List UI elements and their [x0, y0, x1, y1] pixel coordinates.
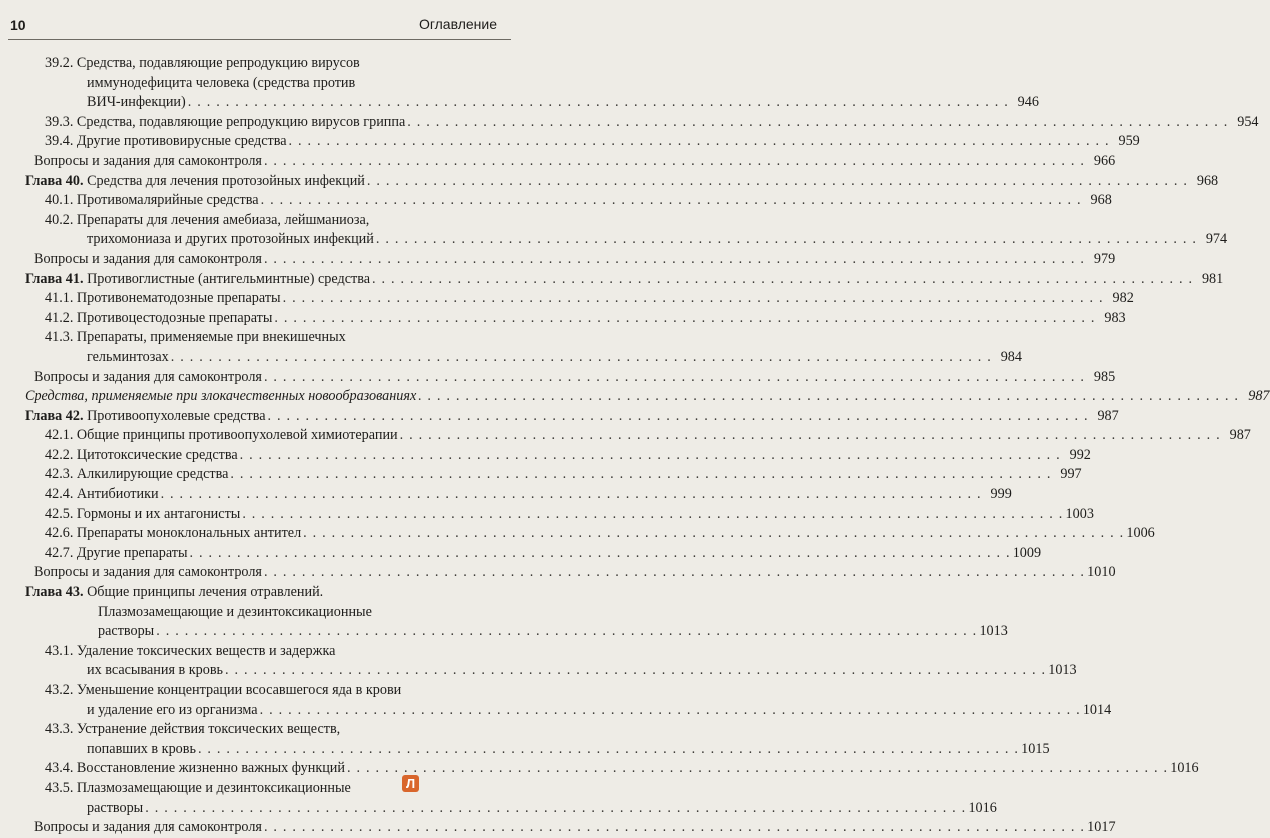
toc-entry-line [45, 309, 1126, 329]
toc-entry [0, 191, 1112, 211]
leader-dots [264, 152, 1085, 172]
toc-entry-text: трихомониаза и других протозойных инфекций [87, 231, 374, 248]
toc-questions-entry [0, 818, 1116, 838]
toc-page-number: 946 [1017, 94, 1039, 111]
toc-entry [0, 642, 1077, 681]
leader-dots [407, 113, 1228, 133]
toc-entry-line [25, 603, 499, 623]
toc-entry-text: Вопросы и задания для самоконтроля [34, 250, 262, 267]
toc-page-number: 981 [1201, 270, 1224, 287]
toc-entry-title [25, 387, 416, 407]
toc-page-number: 959 [1118, 133, 1140, 150]
toc-entry-title [98, 604, 372, 620]
toc-entry [0, 485, 1012, 505]
toc-page-number: 1013 [1048, 662, 1077, 679]
toc-entry-text: 42.4. Антибиотики [45, 486, 159, 503]
toc-entry-text: Вопросы и задания для самоконтроля [34, 368, 262, 385]
toc-entry-title [45, 426, 398, 446]
toc-page-number: 974 [1205, 231, 1228, 248]
toc-page-number: 1017 [1087, 819, 1116, 836]
toc-entry-text: 43.1. Удаление токсических веществ и задержка [45, 642, 336, 659]
toc-page-number: 1006 [1126, 525, 1155, 542]
toc-entry-text: 40.2. Препараты для лечения амебиаза, лейшманиоза, [45, 211, 370, 228]
leader-dots [156, 622, 977, 642]
toc-entry [0, 544, 1042, 564]
toc-entry-title [45, 505, 240, 525]
toc-page-number: 979 [1093, 250, 1116, 267]
toc-entry-title [87, 75, 355, 91]
toc-page-number: 983 [1104, 309, 1126, 326]
leader-dots [145, 799, 966, 819]
toc-entry [0, 387, 1270, 407]
toc-page-number: 968 [1090, 192, 1112, 209]
toc-page-number: 1015 [1021, 740, 1050, 757]
toc-entry-text: их всасывания в кровь [87, 662, 224, 679]
toc-entry-text: 43.4. Восстановление жизненно важных функций [45, 760, 345, 777]
leader-dots [198, 740, 1019, 760]
toc-entry-text: 39.3. Средства, подавляющие репродукцию вирусов гриппа [45, 113, 406, 130]
leader-dots [367, 172, 1188, 192]
toc-entry-title [87, 740, 196, 760]
toc-entry-line [45, 465, 1082, 485]
toc-entry-line [45, 230, 1228, 250]
toc-entry-line [25, 387, 1270, 407]
toc-entry-title [87, 799, 143, 819]
page-number: 10 [10, 17, 26, 33]
toc-entry-line [25, 622, 1008, 642]
toc-entry-line [45, 544, 1042, 564]
toc-page-number: 982 [1112, 290, 1134, 307]
chapter-number: Глава 41. [25, 270, 84, 287]
toc-entry-line [45, 348, 1022, 368]
toc-entry-text: Вопросы и задания для самоконтроля [34, 564, 262, 581]
leader-dots [264, 368, 1085, 388]
toc-entry-line [45, 701, 1112, 721]
toc-entry-text: 43.3. Устранение действия токсических веществ, [45, 721, 341, 738]
toc-entry-title [45, 329, 346, 345]
leader-dots [240, 446, 1061, 466]
toc-entry-line [25, 270, 1224, 290]
toc-entry [0, 759, 1199, 779]
toc-entry-title [45, 212, 369, 228]
leader-dots [372, 270, 1193, 290]
toc-entry-text: 42.3. Алкилирующие средства [45, 466, 229, 483]
toc-entry-text: Вопросы и задания для самоконтроля [34, 152, 262, 169]
toc-questions-entry [0, 250, 1116, 270]
toc-entry-text: Средства, применяемые при злокачественных новообразованиях [25, 388, 417, 405]
toc-page-number: 954 [1237, 113, 1259, 130]
leader-dots [188, 93, 1009, 113]
toc-entry-text: 41.2. Противоцестодозные препараты [45, 309, 273, 326]
toc-chapter-entry [0, 172, 1219, 192]
toc-entry-title [34, 818, 262, 838]
toc-entry-text: 41.3. Препараты, применяемые при внекишечных [45, 329, 346, 346]
toc-questions-entry [0, 563, 1116, 583]
leader-dots [376, 230, 1197, 250]
toc-page-number: 1016 [968, 799, 997, 816]
toc-entry [0, 681, 1112, 720]
toc-entry-title [98, 622, 154, 642]
toc-entry-text: 43.5. Плазмозамещающие и дезинтоксикационные [45, 779, 351, 796]
toc-entry-title [45, 759, 345, 779]
toc-page-number: 1003 [1065, 505, 1094, 522]
toc-entry-line [45, 132, 1140, 152]
toc-entry-title [25, 172, 365, 192]
leader-dots [264, 563, 1085, 583]
toc-entry-line [45, 642, 499, 662]
toc-entry-text: 42.5. Гормоны и их антагонисты [45, 505, 241, 522]
toc-entry-text: гельминтозах [87, 348, 169, 365]
toc-entry-text: иммунодефицита человека (средства против [87, 74, 356, 91]
toc-entry-title [25, 270, 370, 290]
toc-entry-title [45, 132, 287, 152]
toc-entry-title [34, 250, 262, 270]
toc-entry-text: 42.6. Препараты моноклональных антител [45, 525, 302, 542]
toc-entry-line [45, 426, 1251, 446]
toc-page-number: 987 [1229, 427, 1251, 444]
toc-page-number: 1016 [1170, 760, 1199, 777]
toc-page-number: 1009 [1012, 544, 1042, 561]
leader-dots [261, 191, 1082, 211]
toc-entry-text: ВИЧ-инфекции) [87, 94, 186, 111]
toc-entry-line [34, 818, 1116, 838]
toc-entry-title [87, 701, 258, 721]
toc-entry-line [25, 583, 499, 603]
toc-entry-text: Средства для лечения протозойных инфекций [87, 172, 365, 189]
toc-entry-title [45, 544, 187, 564]
toc-entry-title [25, 407, 266, 427]
toc-chapter-entry [0, 583, 1008, 642]
toc-entry [0, 132, 1140, 152]
toc-entry [0, 465, 1082, 485]
toc-entry-line [45, 485, 1012, 505]
toc-page-number: 987 [1097, 407, 1119, 424]
toc-page-number: 1010 [1087, 564, 1116, 581]
toc-page-number: 984 [1000, 348, 1022, 365]
toc-entry-title [87, 93, 186, 113]
toc-page-number: 1013 [979, 623, 1008, 640]
toc-entry [0, 779, 997, 818]
toc-entry [0, 113, 1259, 133]
leader-dots [171, 348, 992, 368]
toc-entry [0, 524, 1155, 544]
leader-dots [283, 289, 1104, 309]
toc-entry-line [45, 113, 1259, 133]
toc-entry-title [45, 55, 360, 71]
toc-page-number: 985 [1093, 368, 1116, 385]
toc-page-number: 1014 [1082, 701, 1112, 718]
toc-entry-line [45, 289, 1134, 309]
table-of-contents [0, 54, 1270, 838]
leader-dots [189, 544, 1010, 564]
toc-entry-text: Общие принципы лечения отравлений. [87, 584, 324, 601]
toc-entry-title [45, 780, 351, 796]
publisher-logo: Л [402, 775, 419, 792]
toc-page-number: 966 [1093, 152, 1116, 169]
toc-entry [0, 426, 1251, 446]
toc-entry-line [34, 152, 1116, 172]
leader-dots [400, 426, 1221, 446]
toc-entry-title [45, 289, 281, 309]
toc-entry-line [34, 563, 1116, 583]
toc-entry [0, 720, 1050, 759]
toc-entry-text: и удаление его из организма [87, 701, 258, 718]
toc-questions-entry [0, 152, 1116, 172]
toc-entry [0, 309, 1126, 329]
toc-entry-text: растворы [87, 799, 144, 816]
chapter-number: Глава 42. [25, 407, 84, 424]
toc-entry-text: Противоопухолевые средства [87, 407, 266, 424]
toc-entry-text: растворы [98, 623, 155, 640]
toc-entry-line [45, 524, 1155, 544]
header-rule [8, 39, 511, 40]
toc-entry-line [45, 661, 1077, 681]
toc-page-number: 999 [990, 486, 1012, 503]
toc-entry-text: 42.2. Цитотоксические средства [45, 446, 238, 463]
toc-entry-title [45, 309, 272, 329]
toc-entry-text: 39.2. Средства, подавляющие репродукцию вирусов [45, 55, 360, 71]
leader-dots [260, 701, 1081, 721]
chapter-number: Глава 40. [25, 172, 84, 189]
toc-entry-title [45, 682, 401, 698]
toc-entry [0, 505, 1094, 525]
leader-dots [303, 524, 1124, 544]
toc-entry-title [45, 524, 301, 544]
toc-entry-line [45, 446, 1091, 466]
toc-entry-text: 39.4. Другие противовирусные средства [45, 133, 287, 150]
toc-entry-line [45, 505, 1094, 525]
toc-chapter-entry [0, 407, 1119, 427]
toc-entry-line [34, 250, 1116, 270]
toc-entry-line [45, 759, 1199, 779]
toc-entry-line [45, 211, 499, 231]
toc-entry-title [34, 368, 262, 388]
leader-dots [242, 505, 1063, 525]
toc-entry [0, 289, 1134, 309]
toc-entry-title [45, 485, 159, 505]
leader-dots [418, 387, 1239, 407]
toc-entry [0, 446, 1091, 466]
toc-entry-text: 41.1. Противонематодозные препараты [45, 290, 281, 307]
toc-entry-title [45, 113, 405, 133]
toc-entry-text: Вопросы и задания для самоконтроля [34, 819, 262, 836]
toc-entry-line [45, 740, 1050, 760]
toc-entry-text: Плазмозамещающие и дезинтоксикационные [98, 603, 372, 620]
toc-entry-line [45, 328, 499, 348]
toc-page-number: 997 [1060, 466, 1082, 483]
toc-entry-line [45, 779, 499, 799]
toc-entry [0, 328, 1022, 367]
toc-entry-line [45, 93, 1039, 113]
toc-entry-title [34, 563, 262, 583]
toc-entry-line [25, 407, 1119, 427]
toc-entry-title [87, 661, 223, 681]
toc-entry-text: 42.7. Другие препараты [45, 544, 188, 561]
toc-questions-entry [0, 368, 1116, 388]
toc-entry-title [34, 152, 262, 172]
toc-entry-title [45, 465, 228, 485]
page-header [0, 0, 519, 40]
toc-entry [0, 211, 1228, 250]
toc-entry-line [34, 368, 1116, 388]
toc-entry-text: 43.2. Уменьшение концентрации всосавшегося яда в крови [45, 682, 402, 698]
leader-dots [289, 132, 1110, 152]
toc-entry-text: 42.1. Общие принципы противоопухолевой химиотерапии [45, 427, 398, 444]
leader-dots [347, 759, 1168, 779]
toc-entry-text: Противоглистные (антигельминтные) средства [87, 270, 371, 287]
toc-entry-line [45, 799, 997, 819]
toc-entry-line [25, 172, 1219, 192]
leader-dots [264, 250, 1085, 270]
toc-page-number: 968 [1196, 172, 1219, 189]
leader-dots [225, 661, 1046, 681]
toc-entry-text: 40.1. Противомалярийные средства [45, 192, 259, 209]
toc-entry [0, 54, 1039, 113]
toc-entry-title [25, 584, 323, 600]
toc-page-number: 987 [1248, 388, 1270, 405]
toc-entry-title [45, 446, 238, 466]
leader-dots [230, 465, 1051, 485]
toc-entry-line [45, 54, 499, 74]
leader-dots [264, 818, 1085, 838]
toc-entry-text: попавших в кровь [87, 740, 196, 757]
leader-dots [268, 407, 1089, 427]
toc-entry-line [45, 720, 499, 740]
toc-entry-line [45, 681, 499, 701]
toc-entry-title [87, 348, 169, 368]
toc-entry-title [45, 191, 259, 211]
chapter-number: Глава 43. [25, 584, 84, 601]
toc-entry-title [45, 721, 340, 737]
toc-chapter-entry [0, 270, 1224, 290]
toc-page-number: 992 [1069, 446, 1091, 463]
running-title: Оглавление [418, 16, 497, 32]
toc-entry-title [87, 230, 374, 250]
toc-entry-title [45, 643, 335, 659]
leader-dots [161, 485, 982, 505]
toc-entry-line [45, 74, 499, 94]
toc-entry-line [45, 191, 1112, 211]
leader-dots [274, 309, 1095, 329]
